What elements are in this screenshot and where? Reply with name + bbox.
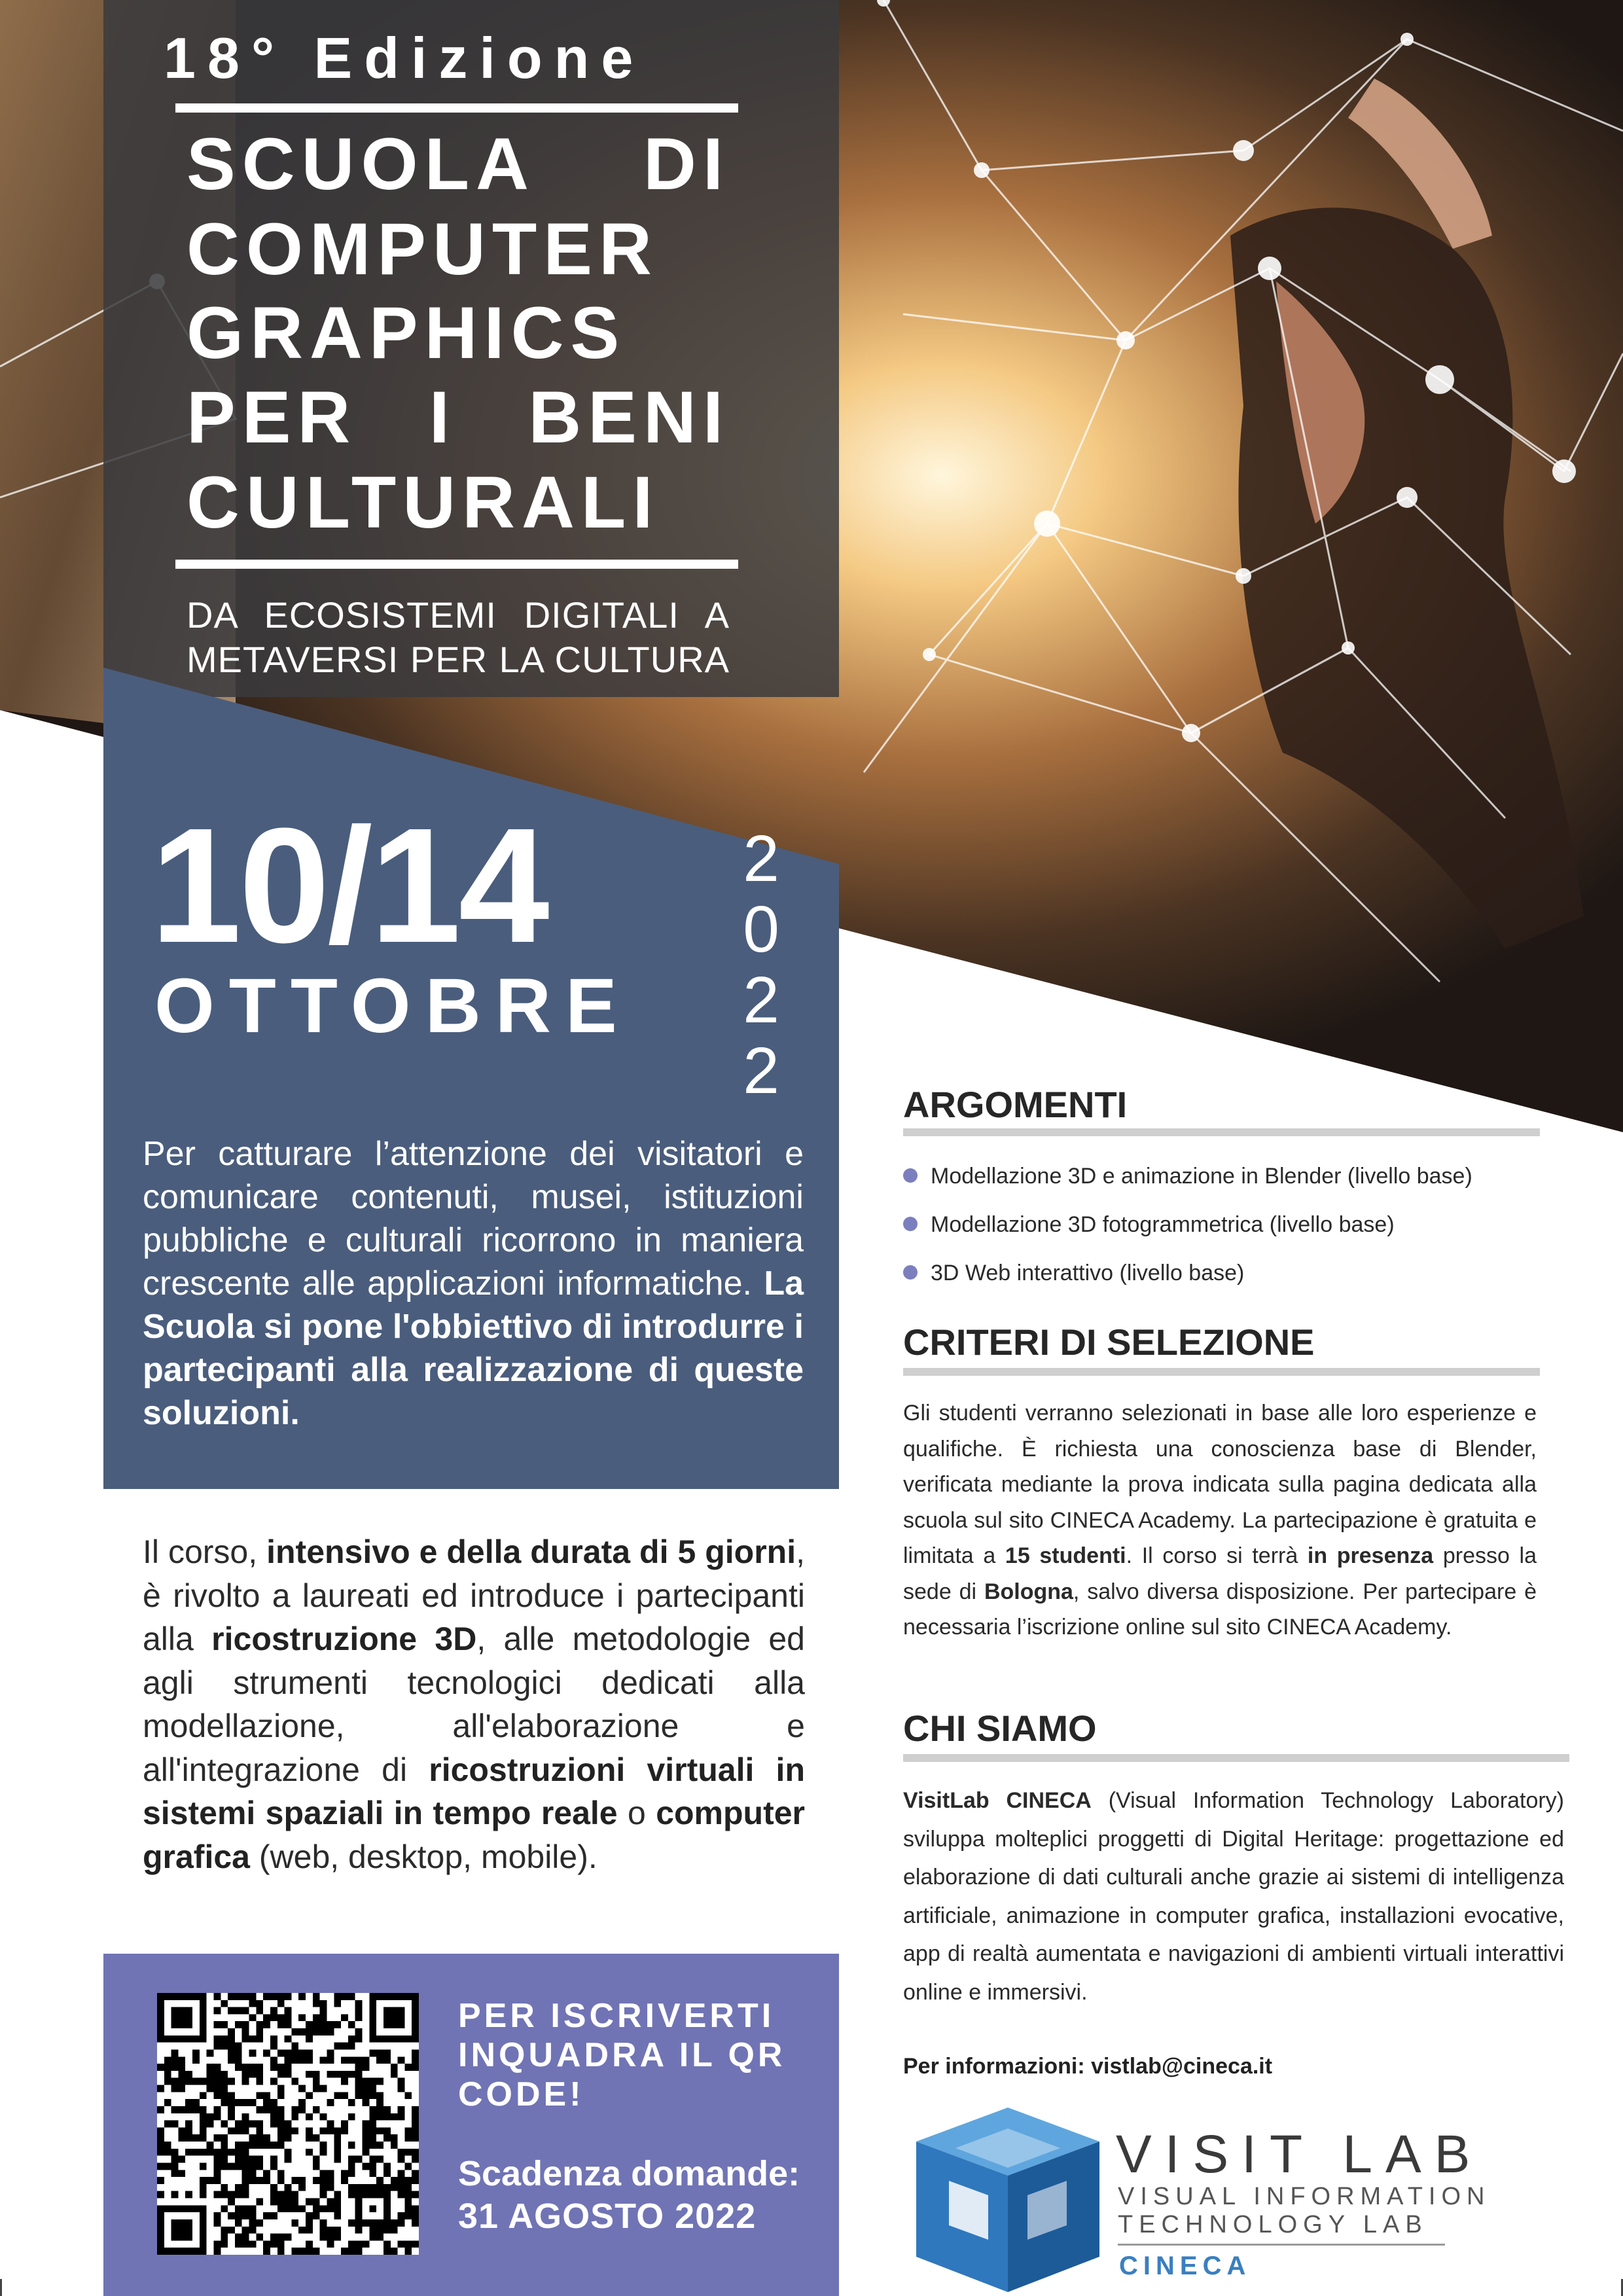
title-line-5: CULTURALI	[187, 461, 660, 543]
subtitle-line-2: METAVERSI PER LA CULTURA	[187, 639, 730, 680]
course-text: o	[628, 1795, 646, 1831]
logo-divider	[1118, 2244, 1445, 2246]
argomenti-item	[903, 1261, 1244, 1286]
criteri-bold: in presenza	[1307, 1543, 1434, 1568]
bullet-icon	[903, 1265, 918, 1280]
deadline-date: 31 AGOSTO 2022	[458, 2197, 757, 2236]
title-line-4: PER I BENI	[187, 376, 730, 458]
crop-mark	[0, 2279, 2, 2296]
year-digit: 2	[743, 822, 779, 895]
argomenti-heading: ARGOMENTI	[903, 1084, 1128, 1125]
chi-siamo-plain: (Visual Information Technology Laboratory) sviluppa molteplici proggetti di Digital Heritage: progettazione ed elaborazione di dati culturali anche grazie ai sistemi di intelligenza artificiale, animazione in computer grafica, installazioni evocative, app di realtà aumentata e navigazioni di ambienti virtuali interattivi online e immersivi.	[903, 1788, 1565, 2005]
criteri-plain: . Il corso si terrà	[1126, 1543, 1298, 1568]
edition-label: 18° Edizione	[164, 26, 645, 90]
chi-siamo-text	[903, 1782, 1564, 2011]
date-days: 10/14	[151, 794, 547, 977]
bullet-icon	[903, 1168, 918, 1183]
logo-subtitle: VISUAL INFORMATION	[1118, 2183, 1491, 2210]
bullet-icon	[903, 1217, 918, 1231]
logo-subtitle: TECHNOLOGY LAB	[1118, 2211, 1428, 2238]
course-description	[143, 1530, 805, 1878]
course-text: , è rivolto a laureati ed introduce i partecipanti alla	[143, 1534, 805, 1657]
argomenti-item-label: Modellazione 3D fotogrammetrica (livello base)	[931, 1212, 1395, 1237]
criteri-heading: CRITERI DI SELEZIONE	[903, 1321, 1315, 1363]
chi-siamo-heading: CHI SIAMO	[903, 1708, 1097, 1749]
intro-plain: Per catturare l’attenzione dei visitatori e comunicare contenuti, musei, istituzioni pubbliche e culturali ricorrono in maniera crescente alle applicazioni informatiche.	[143, 1135, 804, 1302]
year-digit: 0	[743, 893, 779, 966]
deadline-label: Scadenza domande:	[458, 2154, 800, 2193]
course-text: Il corso,	[143, 1534, 258, 1570]
title-rule-top	[175, 103, 738, 113]
criteri-plain: Gli studenti verranno selezionati in base alle loro esperienze e qualifiche. È richiesta una conoscienza base di Blender, verificata mediante la prova indicata sulla pagina dedicata alla scuola sul sito CINECA Academy. La partecipazione è gratuita e limitata a	[903, 1401, 1537, 1568]
course-highlight: ricostruzioni virtuali in sistemi spaziali in tempo reale	[143, 1751, 805, 1831]
criteri-rule	[903, 1368, 1540, 1376]
criteri-plain: , salvo diversa disposizione. Per partecipare è necessaria l’iscrizione online sul sito CINECA Academy.	[903, 1579, 1537, 1640]
title-line-3: GRAPHICS	[187, 292, 626, 374]
course-highlight: computer grafica	[143, 1795, 805, 1875]
argomenti-rule	[903, 1128, 1540, 1136]
chi-siamo-rule	[903, 1754, 1569, 1762]
date-month: OTTOBRE	[154, 963, 632, 1049]
logo-name: VISIT LAB	[1116, 2125, 1484, 2184]
logo-org: CINECA	[1119, 2251, 1251, 2280]
date-year	[732, 823, 791, 1106]
subtitle-line-1: DA ECOSISTEMI DIGITALI A	[187, 594, 730, 636]
criteri-text	[903, 1395, 1537, 1645]
criteri-bold: 15 studenti	[1005, 1543, 1126, 1568]
qr-cta-line: CODE!	[458, 2075, 584, 2113]
argomenti-item-label: 3D Web interattivo (livello base)	[931, 1261, 1245, 1285]
argomenti-item	[903, 1212, 1395, 1238]
intro-text	[143, 1132, 804, 1435]
qr-cta-line: PER ISCRIVERTI	[458, 1997, 775, 2035]
course-highlight: intensivo e della durata di 5 giorni	[266, 1534, 796, 1570]
visitlab-logo-icon	[910, 2102, 1106, 2296]
qr-cta-line: INQUADRA IL QR	[458, 2036, 786, 2074]
argomenti-item-label: Modellazione 3D e animazione in Blender (livello base)	[931, 1164, 1472, 1189]
year-digit: 2	[743, 963, 779, 1037]
qr-cta	[458, 1996, 825, 2114]
argomenti-item	[903, 1164, 1472, 1189]
title-rule-bottom	[175, 560, 738, 569]
course-text: (web, desktop, mobile).	[259, 1838, 597, 1875]
criteri-bold: Bologna	[984, 1579, 1073, 1604]
criteri-plain: presso la sede di	[903, 1543, 1537, 1604]
year-digit: 2	[743, 1034, 779, 1107]
course-highlight: ricostruzione 3D	[211, 1621, 477, 1657]
intro-bold: La Scuola si pone l'obbiettivo di introdurre i partecipanti alla realizzazione di queste soluzioni.	[143, 1265, 804, 1432]
qr-code[interactable]	[157, 1993, 419, 2255]
contact-info[interactable]: Per informazioni: vistlab@cineca.it	[903, 2054, 1273, 2079]
course-text: , alle metodologie ed agli strumenti tecnologici dedicati alla modellazione, all'elaborazione e all'integrazione di	[143, 1621, 805, 1788]
title-line-1: SCUOLA DI	[187, 123, 730, 205]
chi-siamo-bold: VisitLab CINECA	[903, 1788, 1092, 1813]
title-line-2: COMPUTER	[187, 208, 658, 290]
